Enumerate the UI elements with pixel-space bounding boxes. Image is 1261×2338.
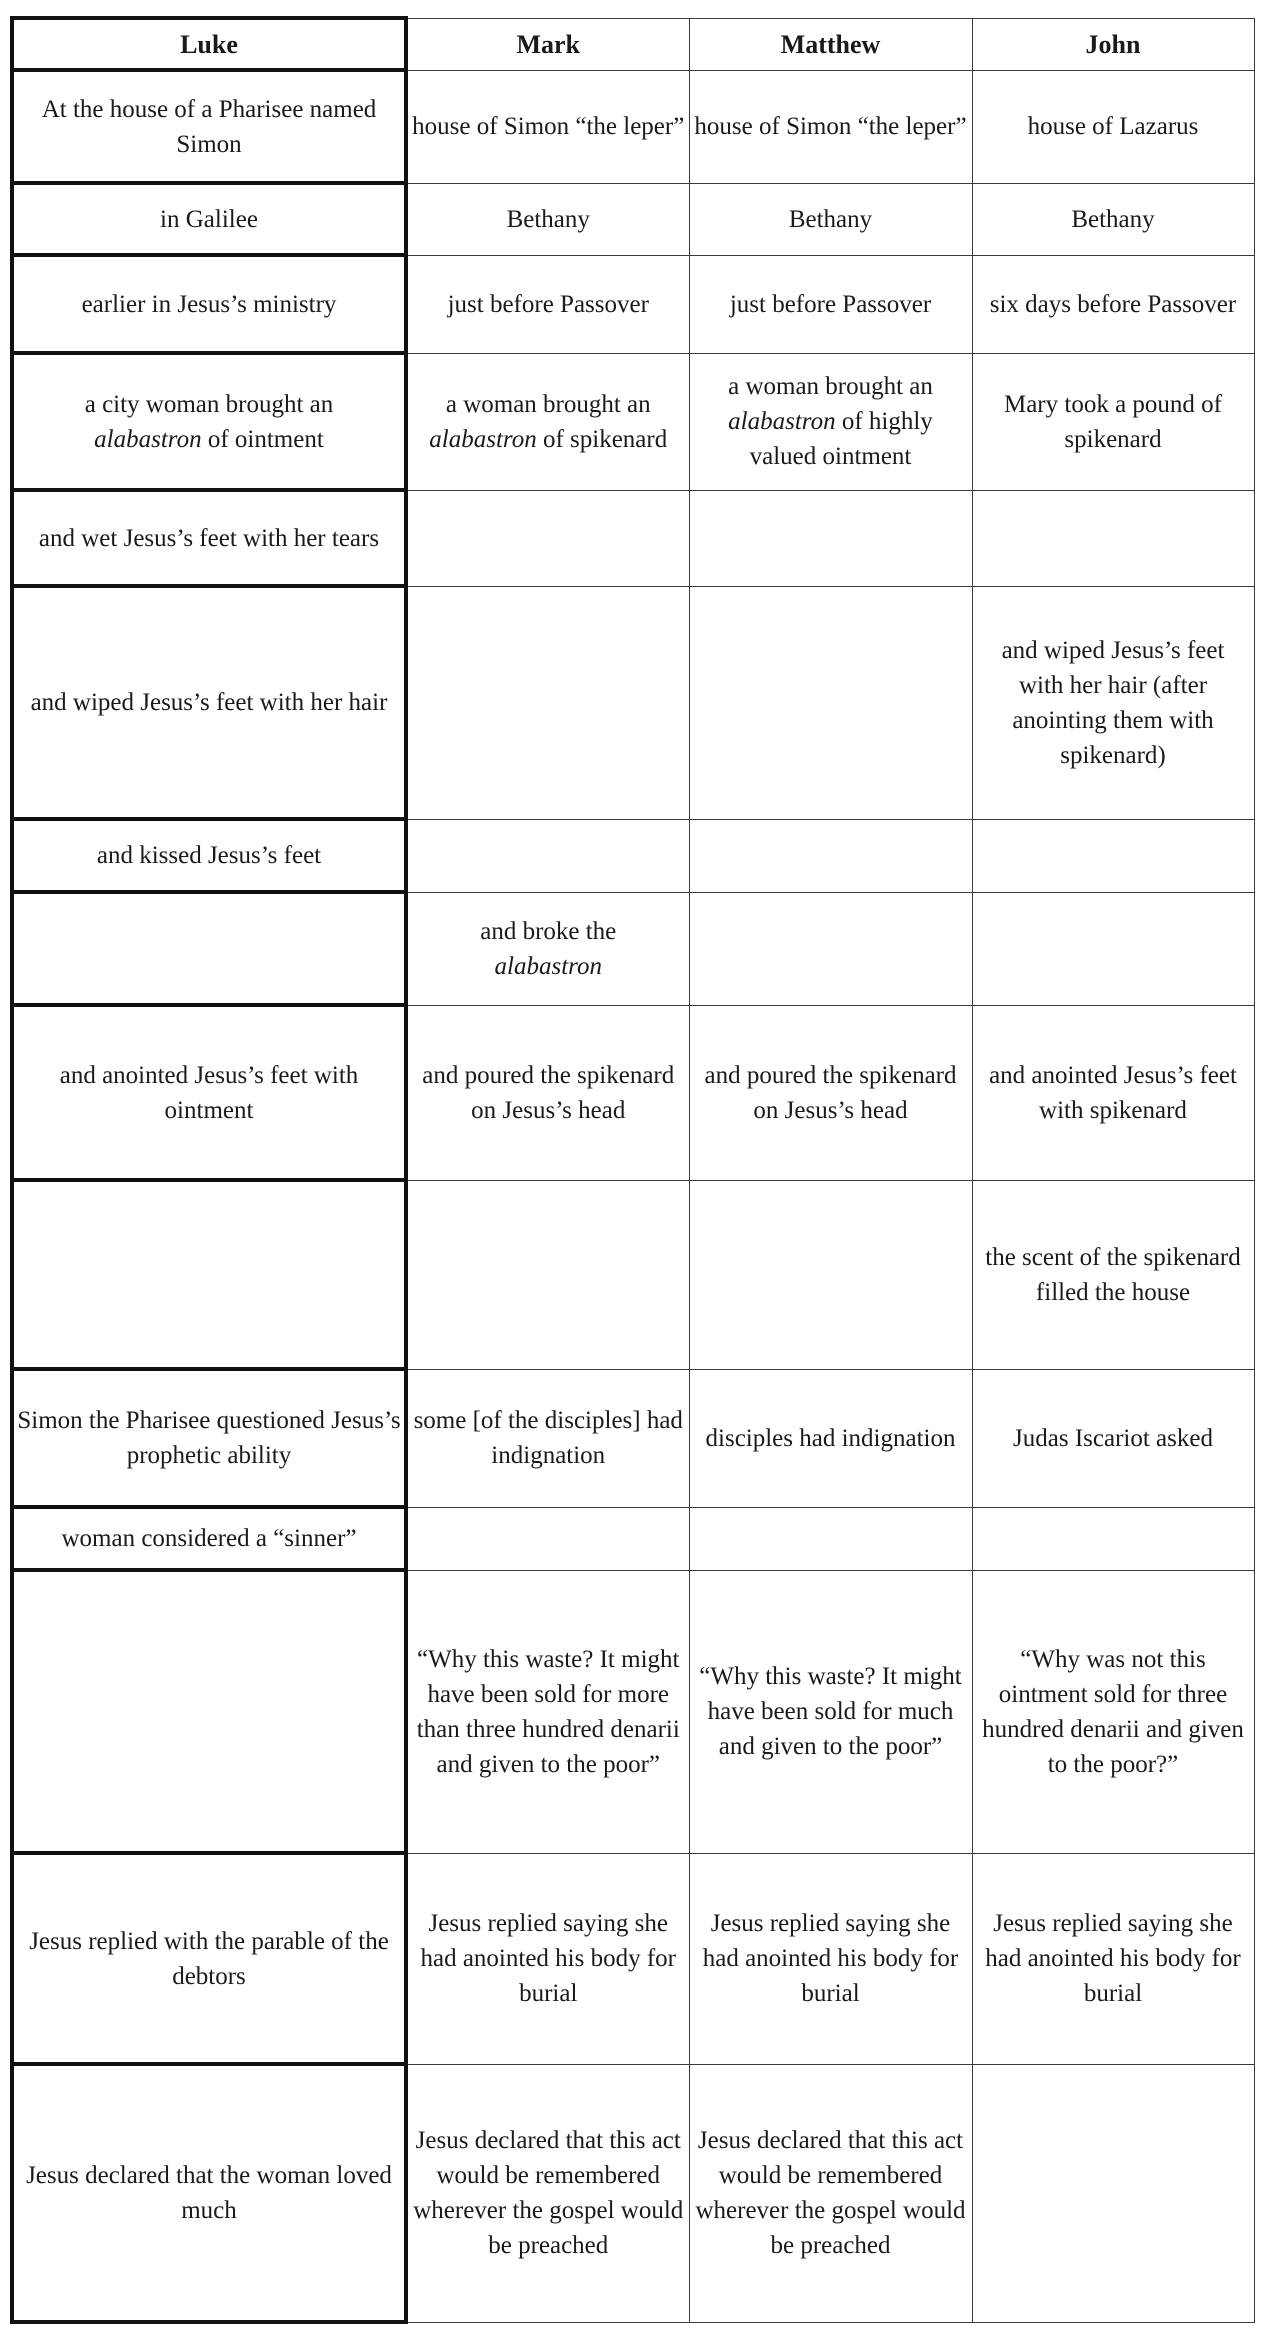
cell-mark: Bethany: [406, 183, 689, 255]
cell-matthew: just before Passover: [689, 255, 972, 353]
cell-john: the scent of the spikenard filled the house: [972, 1180, 1254, 1369]
cell-luke: [12, 1180, 406, 1369]
cell-mark: “Why this waste? It might have been sold for more than three hundred denarii and given to the poor”: [406, 1570, 689, 1853]
cell-john: and wiped Jesus’s feet with her hair (after anointing them with spikenard): [972, 586, 1254, 819]
header-mark: Mark: [406, 18, 689, 70]
table-row: [12, 70, 1254, 183]
italic-term: alabastron: [494, 952, 602, 980]
cell-john: Bethany: [972, 183, 1254, 255]
cell-john: house of Lazarus: [972, 70, 1254, 183]
header-row: [12, 18, 1254, 70]
table-row: [12, 1853, 1254, 2064]
cell-luke: and wiped Jesus’s feet with her hair: [12, 586, 406, 819]
cell-luke: and kissed Jesus’s feet: [12, 819, 406, 892]
table-row: [12, 1507, 1254, 1570]
cell-matthew: house of Simon “the leper”: [689, 70, 972, 183]
cell-luke: woman considered a “sinner”: [12, 1507, 406, 1570]
cell-matthew: [689, 892, 972, 1005]
cell-mark: [406, 1507, 689, 1570]
cell-mark: Jesus declared that this act would be remembered wherever the gospel would be preached: [406, 2064, 689, 2322]
cell-luke: and anointed Jesus’s feet with ointment: [12, 1005, 406, 1180]
table-row: [12, 1180, 1254, 1369]
cell-mark: house of Simon “the leper”: [406, 70, 689, 183]
cell-matthew: [689, 1180, 972, 1369]
cell-luke: [12, 1570, 406, 1853]
cell-luke: At the house of a Pharisee named Simon: [12, 70, 406, 183]
cell-john: Jesus replied saying she had anointed his body for burial: [972, 1853, 1254, 2064]
cell-john: [972, 819, 1254, 892]
text-fragment: of spikenard: [536, 425, 668, 453]
cell-luke: Jesus replied with the parable of the debtors: [12, 1853, 406, 2064]
cell-matthew: [689, 353, 972, 490]
cell-john: [972, 490, 1254, 586]
table-row: [12, 1570, 1254, 1853]
table-row: [12, 2064, 1254, 2322]
cell-john: Mary took a pound of spikenard: [972, 353, 1254, 490]
cell-luke: [12, 353, 406, 490]
cell-mark: Jesus replied saying she had anointed his body for burial: [406, 1853, 689, 2064]
header-john: John: [972, 18, 1254, 70]
cell-john: six days before Passover: [972, 255, 1254, 353]
cell-luke: earlier in Jesus’s ministry: [12, 255, 406, 353]
text-fragment: of ointment: [201, 425, 324, 453]
cell-luke: Jesus declared that the woman loved much: [12, 2064, 406, 2322]
table-row: [12, 255, 1254, 353]
cell-mark: [406, 1180, 689, 1369]
cell-mark: [406, 892, 689, 1005]
italic-term: alabastron: [728, 408, 836, 435]
cell-matthew: disciples had indignation: [689, 1369, 972, 1507]
cell-luke: Simon the Pharisee questioned Jesus’s prophetic ability: [12, 1369, 406, 1507]
cell-matthew: [689, 490, 972, 586]
cell-matthew: “Why this waste? It might have been sold for much and given to the poor”: [689, 1570, 972, 1853]
table-row: [12, 1005, 1254, 1180]
cell-mark: [406, 586, 689, 819]
cell-luke: [12, 892, 406, 1005]
cell-mark: [406, 353, 689, 490]
cell-mark: [406, 819, 689, 892]
text-fragment: of highly valued ointment: [749, 408, 933, 470]
italic-term: alabastron: [429, 425, 537, 453]
table-row: [12, 183, 1254, 255]
cell-mark: and poured the spikenard on Jesus’s head: [406, 1005, 689, 1180]
cell-john: [972, 2064, 1254, 2322]
cell-matthew: Jesus declared that this act would be remembered wherever the gospel would be preached: [689, 2064, 972, 2322]
cell-matthew: Jesus replied saying she had anointed his body for burial: [689, 1853, 972, 2064]
text-fragment: a woman brought an: [728, 373, 933, 400]
cell-matthew: [689, 586, 972, 819]
table-row: [12, 1369, 1254, 1507]
cell-matthew: [689, 1507, 972, 1570]
text-fragment: a city woman brought an: [84, 390, 334, 418]
cell-john: [972, 892, 1254, 1005]
italic-term: alabastron: [94, 425, 202, 453]
table-row: [12, 819, 1254, 892]
cell-mark: [406, 490, 689, 586]
text-fragment: a woman brought an: [445, 390, 651, 418]
cell-matthew: Bethany: [689, 183, 972, 255]
cell-john: and anointed Jesus’s feet with spikenard: [972, 1005, 1254, 1180]
cell-matthew: and poured the spikenard on Jesus’s head: [689, 1005, 972, 1180]
cell-john: [972, 1507, 1254, 1570]
cell-luke: and wet Jesus’s feet with her tears: [12, 490, 406, 586]
header-matthew: Matthew: [689, 18, 972, 70]
gospel-comparison-table: [10, 16, 1255, 2324]
cell-matthew: [689, 819, 972, 892]
table-row: [12, 586, 1254, 819]
cell-john: “Why was not this ointment sold for three hundred denarii and given to the poor?”: [972, 1570, 1254, 1853]
text-fragment: and broke the: [480, 917, 617, 945]
header-luke: Luke: [12, 18, 406, 70]
table-row: [12, 892, 1254, 1005]
cell-luke: in Galilee: [12, 183, 406, 255]
table-row: [12, 353, 1254, 490]
cell-mark: just before Passover: [406, 255, 689, 353]
cell-john: Judas Iscariot asked: [972, 1369, 1254, 1507]
cell-mark: some [of the disciples] had indignation: [406, 1369, 689, 1507]
table-row: [12, 490, 1254, 586]
